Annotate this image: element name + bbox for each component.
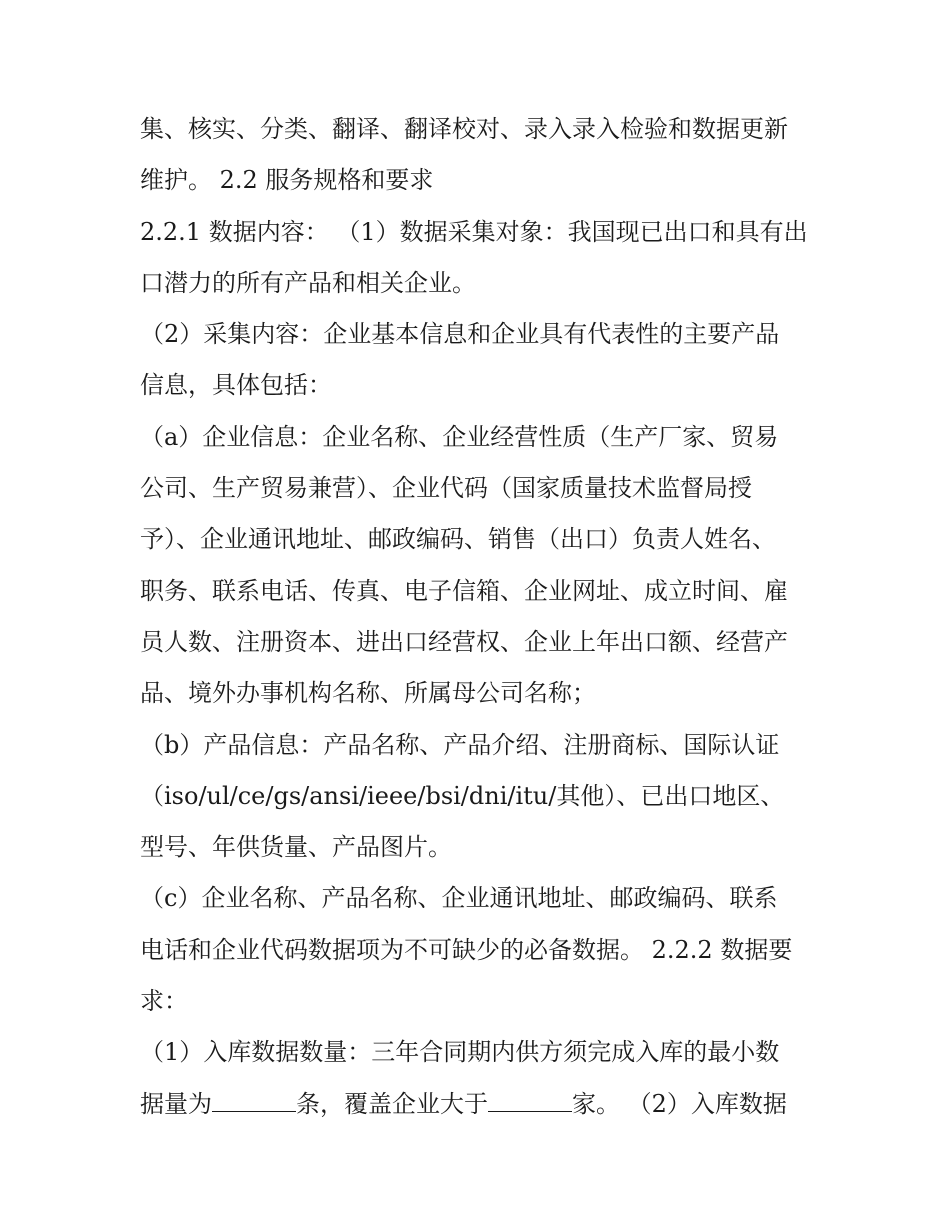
text-line: （a）企业信息：企业名称、企业经营性质（生产厂家、贸易: [140, 422, 779, 451]
document-body: [140, 104, 820, 1130]
fill-in-blank: [488, 1089, 572, 1112]
fill-in-blank: [212, 1089, 296, 1112]
text-line: 予）、企业通讯地址、邮政编码、销售（出口）负责人姓名、: [140, 525, 776, 554]
text-line: （iso/ul/ce/gs/ansi/ieee/bsi/dni/itu/其他）、已出口地区、: [140, 781, 785, 810]
text-line: 型号、年供货量、产品图片。: [140, 833, 452, 862]
text-line: 集、核实、分类、翻译、翻译校对、录入录入检验和数据更新: [140, 115, 788, 143]
text-line: 口潜力的所有产品和相关企业。: [140, 268, 476, 297]
text-fragment: 据量为: [140, 1089, 212, 1118]
text-line: （2）采集内容：企业基本信息和企业具有代表性的主要产品: [140, 320, 780, 349]
text-fragment: 家。 （2）入库数据: [572, 1089, 787, 1118]
text-line-with-blanks: [140, 1079, 820, 1130]
text-line: （b）产品信息：产品名称、产品介绍、注册商标、国际认证: [140, 730, 780, 759]
text-line: 2.2.1 数据内容： （1）数据采集对象：我国现已出口和具有出: [140, 217, 808, 246]
text-line: 品、境外办事机构名称、所属母公司名称；: [140, 679, 596, 708]
text-line: 求：: [140, 987, 188, 1016]
text-fragment: 条，覆盖企业大于: [296, 1089, 488, 1118]
text-line: 员人数、注册资本、进出口经营权、企业上年出口额、经营产: [140, 627, 788, 656]
text-line: 电话和企业代码数据项为不可缺少的必备数据。 2.2.2 数据要: [140, 935, 793, 964]
text-line: 维护。 2.2 服务规格和要求: [140, 166, 434, 195]
text-line: 公司、生产贸易兼营）、企业代码（国家质量技术监督局授: [140, 474, 752, 503]
text-line: （c）企业名称、产品名称、企业通讯地址、邮政编码、联系: [140, 884, 778, 913]
text-line: （1）入库数据数量：三年合同期内供方须完成入库的最小数: [140, 1038, 780, 1067]
text-line: 职务、联系电话、传真、电子信箱、企业网址、成立时间、雇: [140, 576, 788, 605]
text-line: 信息，具体包括：: [140, 371, 332, 400]
